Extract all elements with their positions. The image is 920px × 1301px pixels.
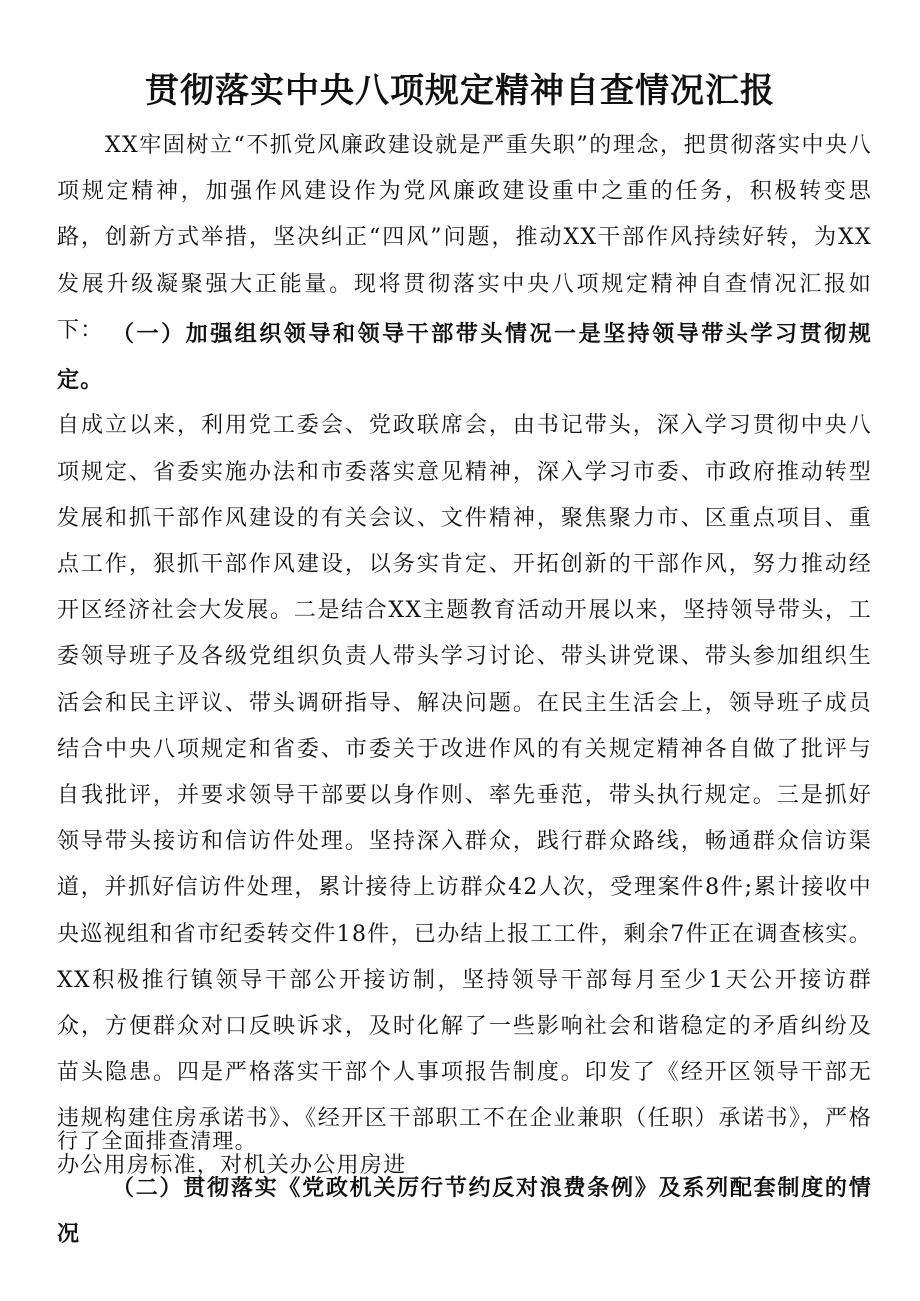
document-title: 贯彻落实中央八项规定精神自查情况汇报 (145, 71, 775, 111)
section-1-body: 自成立以来，利用党工委会、党政联席会，由书记带头，深入学习贯彻中央八项规定、省委实施办法和市委落实意见精神，深入学习市委、市政府推动转型发展和抓干部作风建设的有关会议、文件精神，聚焦聚力市、区重点项目、重点工作，狠抓干部作风建设，以务实肯定、开拓创新的干部作风，努力推动经开区经济社会大发展。二是结合XX主题教育活动开展以来，坚持领导带头，工委领导班子及各级党组织负责人带头学习讨论、带头讲党课、带头参加组织生活会和民主评议、带头调研指导、解决问题。在民主生活会上，领导班子成员结合中央八项规定和省委、市委关于改进作风的有关规定精神各自做了批评与自我批评，并要求领导干部要以身作则、率先垂范，带头执行规定。三是抓好领导带头接访和信访件处理。坚持深入群众，践行群众路线，畅通群众信访渠道，并抓好信访件处理，累计接待上访群众42人次，受理案件8件;累计接收中央巡视组和省市纪委转交件18件，已办结上报工工件，剩余7件正在调查核实。XX积极推行镇领导干部公开接访制，坚持领导干部每月至少1天公开接访群众，方便群众对口反映诉求，及时化解了一些影响社会和谐稳定的矛盾纠纷及苗头隐患。四是严格落实干部个人事项报告制度。印发了《经开区领导干部无违规构建住房承诺书》、《经开区干部职工不在企业兼职（任职）承诺书》，严格办公用房标准，对机关办公用房进 (57, 413, 872, 1178)
intro-paragraph: XX牢固树立“不抓党风廉政建设就是严重失职”的理念，把贯彻落实中央八项规定精神，加强作风建设作为党风廉政建设重中之重的任务，积极转变思路，创新方式举措，坚决纠正“四风”问题，推动XX干部作风持续好转，为XX发展升级凝聚强大正能量。现将贯彻落实中央八项规定精神自查情况汇报如下： (57, 133, 872, 343)
section-2-heading: （二）贯彻落实《党政机关厉行节约反对浪费条例》及系列配套制度的情况 (57, 1175, 872, 1248)
section-1-paragraph (57, 311, 872, 1189)
section-1-tail: 行了全面排查清理。 (57, 1129, 257, 1153)
section-1-heading: （一）加强组织领导和领导干部带头情况一是坚持领导带头学习贯彻规定。 (57, 321, 872, 394)
